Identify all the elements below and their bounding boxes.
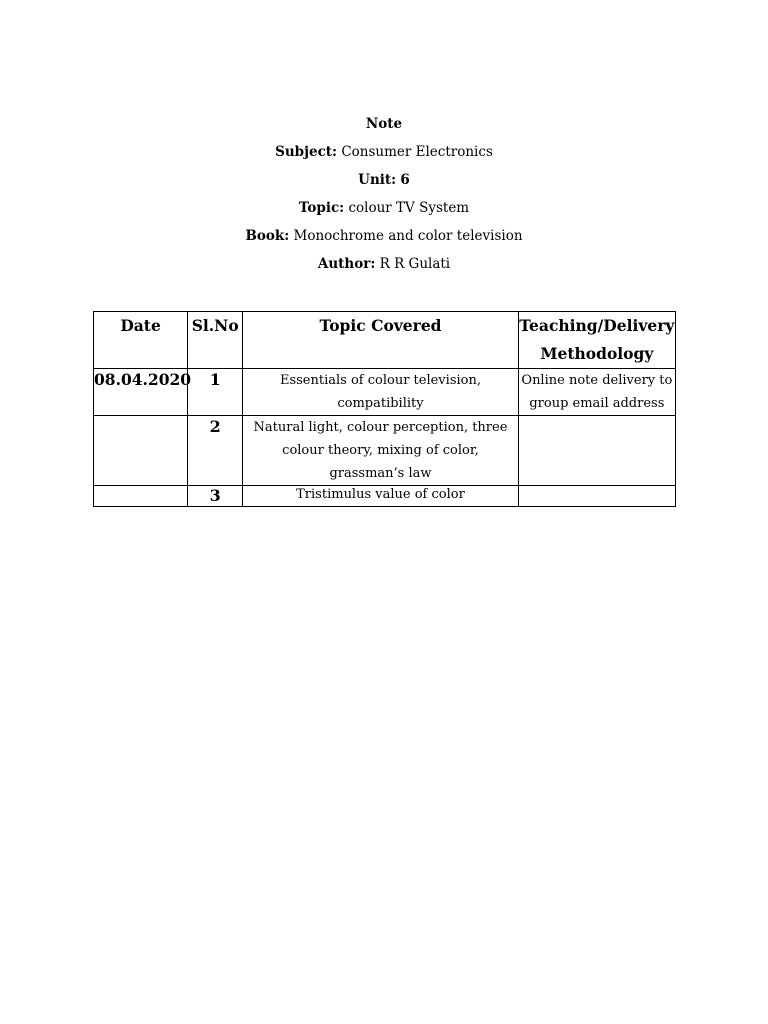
column-header-date: Date — [94, 312, 188, 369]
topic-value: colour TV System — [348, 200, 470, 216]
schedule-table-wrapper — [93, 311, 676, 507]
methodology-cell — [518, 486, 675, 507]
subject-value: Consumer Electronics — [341, 144, 493, 160]
author-line — [0, 255, 768, 273]
subject-line — [0, 143, 768, 161]
slno-cell: 1 — [188, 369, 243, 416]
date-cell — [94, 416, 188, 486]
topic-cell: Essentials of colour television, compatibility — [243, 369, 518, 416]
slno-cell: 2 — [188, 416, 243, 486]
table-row — [94, 416, 676, 486]
slno-cell: 3 — [188, 486, 243, 507]
topic-cell: Natural light, colour perception, three colour theory, mixing of color, grassman’s law — [243, 416, 518, 486]
table-header-row — [94, 312, 676, 369]
note-title — [0, 115, 768, 133]
book-value: Monochrome and color television — [293, 228, 523, 244]
topic-cell: Tristimulus value of color — [243, 486, 518, 507]
unit-line — [0, 171, 768, 189]
date-cell: 08.04.2020 — [94, 369, 188, 416]
unit-label: Unit: — [358, 172, 397, 188]
methodology-cell — [518, 416, 675, 486]
methodology-cell: Online note delivery to group email address — [518, 369, 675, 416]
schedule-table — [93, 311, 676, 507]
column-header-methodology: Teaching/Delivery Methodology — [518, 312, 675, 369]
book-line — [0, 227, 768, 245]
table-row — [94, 486, 676, 507]
author-label: Author: — [317, 256, 376, 272]
table-row — [94, 369, 676, 416]
column-header-topic: Topic Covered — [243, 312, 518, 369]
unit-value: 6 — [400, 172, 410, 188]
column-header-slno: Sl.No — [188, 312, 243, 369]
note-heading: Note — [365, 116, 403, 132]
topic-label: Topic: — [298, 200, 345, 216]
topic-line — [0, 199, 768, 217]
book-label: Book: — [245, 228, 290, 244]
date-cell — [94, 486, 188, 507]
author-value: R R Gulati — [379, 256, 451, 272]
subject-label: Subject: — [275, 144, 338, 160]
